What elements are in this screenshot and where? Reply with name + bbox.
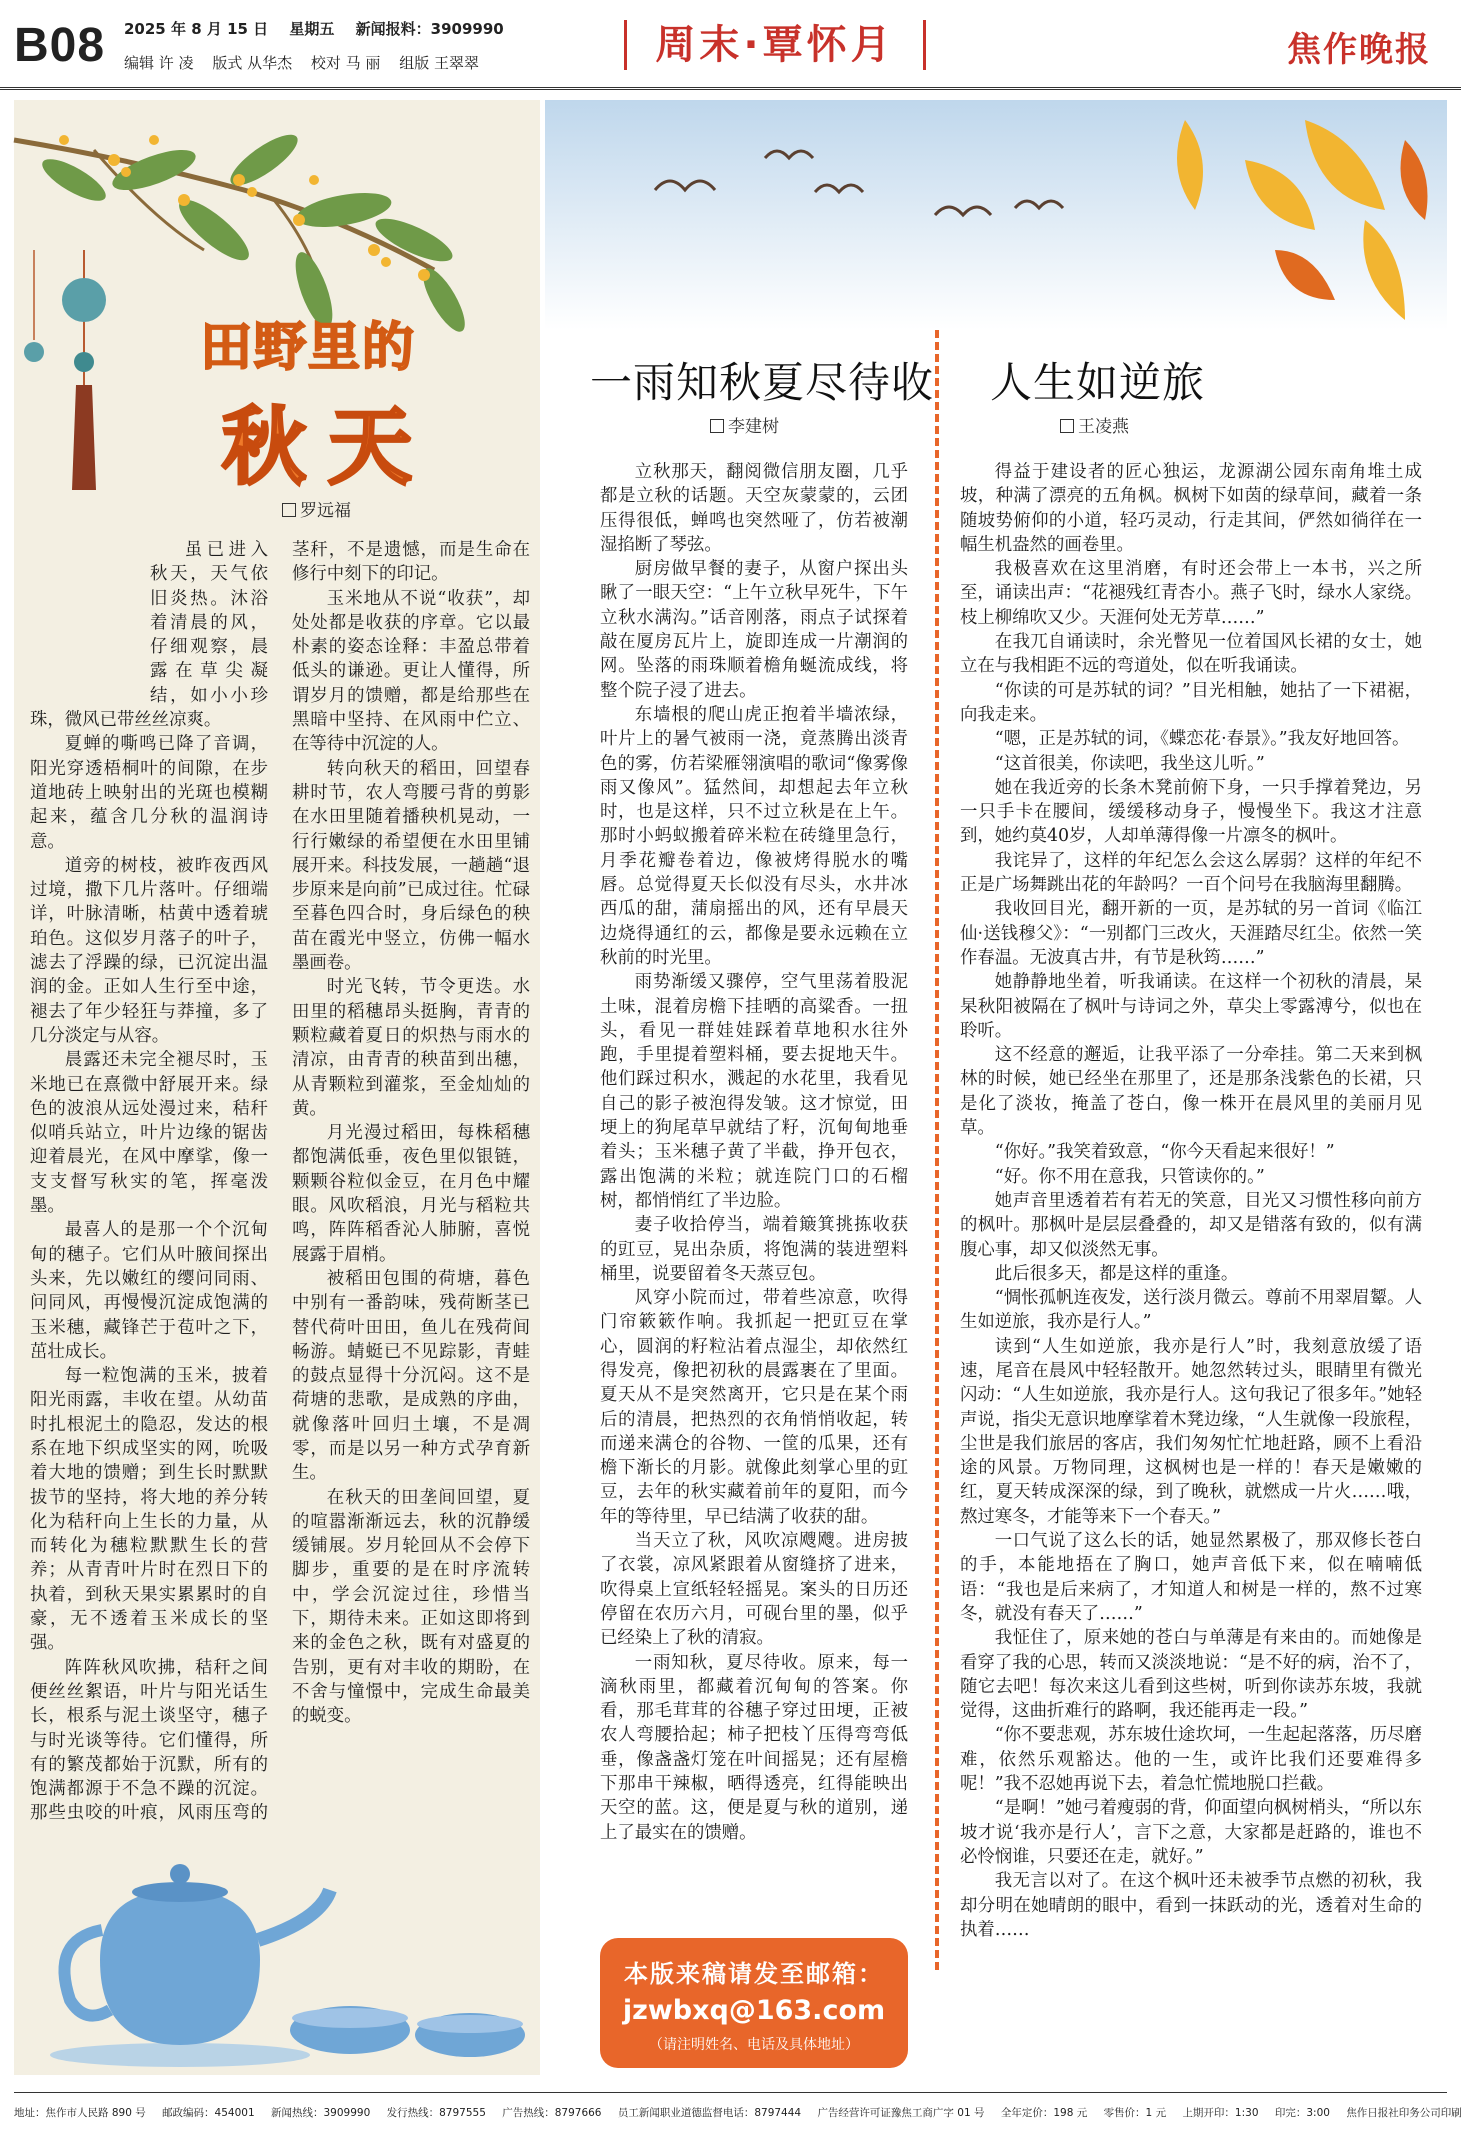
right-article-paragraph: 在我兀自诵读时，余光瞥见一位着国风长裙的女士，她立在与我相距不远的弯道处，似在听我诵读。 bbox=[960, 632, 1422, 677]
middle-article-paragraph: 当天立了秋，风吹凉飕飕。进房披了衣裳，凉风紧跟着从窗缝挤了进来，吹得桌上宣纸轻轻摇晃。案头的日历还停留在农历六月，可砚台里的墨，似乎已经染上了秋的清寂。 bbox=[600, 1531, 908, 1649]
right-article-paragraph: 我无言以对了。在这个枫叶还未被季节点燃的初秋，我却分明在她晴朗的眼中，看到一抹跃动的光，透着对生命的执着…… bbox=[960, 1871, 1422, 1940]
right-article-paragraph: 我收回目光，翻开新的一页，是苏轼的另一首词《临江仙·送钱穆父》：“一别都门三改火，天涯踏尽红尘。依然一笑作春温。无波真古井，有节是秋筠……” bbox=[960, 899, 1422, 968]
middle-article-title: 一雨知秋夏尽待收 bbox=[590, 358, 935, 407]
middle-article-author-name: 李建树 bbox=[728, 417, 779, 437]
footer-item: 广告经营许可证豫焦工商广字 01 号 bbox=[817, 2107, 985, 2119]
middle-article-paragraph: 风穿小院而过，带着些凉意，吹得门帘簌簌作响。我抓起一把豇豆在掌心，圆润的籽粒沾着点湿尘，却依然红得发亮，像把初秋的晨露裹在了里面。夏天从不是突然离开，它只是在某个雨后的清晨，把热烈的衣角悄悄收起，转而递来满仓的谷物、一筐的瓜果，还有檐下渐长的月影。就像此刻掌心里的豇豆，去年的秋实藏着前年的夏阳，而今年的等待里，早已结满了收获的甜。 bbox=[600, 1288, 908, 1527]
right-article-paragraph: 读到“人生如逆旅，我亦是行人”时，我刻意放缓了语速，尾音在晨风中轻轻散开。她忽然转过头，眼睛里有微光闪动：“人生如逆旅，我亦是行人。这句我记了很多年。”她轻声说，指尖无意识地摩挲着木凳边缘，“人生就像一段旅程，尘世是我们旅居的客店，我们匆匆忙忙地赶路，顾不上看沿途的风景。万物同理，这枫树也是一样的！春天是嫩嫩的红，夏天转成深深的绿，到了晚秋，就燃成一片火……哦，熬过寒冬，才能等来下一个春天。” bbox=[960, 1336, 1422, 1527]
footer-item: 邮政编码：454001 bbox=[162, 2107, 255, 2119]
group-edit-credit: 组版 王翠翠 bbox=[399, 54, 479, 72]
issue-weekday: 星期五 bbox=[289, 20, 335, 38]
left-article-paragraph: 最喜人的是那一个个沉甸甸的穗子。它们从叶腋间探出头来，先以嫩红的缨问同雨、问同风，再慢慢沉淀成饱满的玉米穗，藏锋芒于苞叶之下，茁壮成长。 bbox=[30, 1220, 268, 1362]
teapot-illustration bbox=[30, 1830, 540, 2070]
left-article-paragraph: 玉米地从不说“收获”，却处处都是收获的序章。它以最朴素的姿态诠释：丰盈总带着低头的谦逊。更让人懂得，所谓岁月的馈赠，都是给那些在黑暗中坚持、在风雨中伫立、在等待中沉淀的人。 bbox=[292, 588, 530, 755]
footer-item: 员工新闻职业道德监督电话：8797444 bbox=[617, 2107, 802, 2119]
contribution-note: （请注明姓名、电话及具体地址） bbox=[649, 2037, 859, 2053]
author-box-icon bbox=[1060, 419, 1074, 433]
left-article-paragraph: 时光飞转，节令更迭。水田里的稻穗昂头挺胸，青青的颗粒藏着夏日的炽热与雨水的清凉，由青青的秧苗到出穗，从青颗粒到灌浆，至金灿灿的黄。 bbox=[292, 977, 530, 1119]
right-article-paragraph: “你不要悲观，苏东坡仕途坎坷，一生起起落落，历尽磨难，依然乐观豁达。他的一生，或许比我们还要难得多呢！”我不忍她再说下去，着急忙慌地脱口拦截。 bbox=[960, 1725, 1422, 1795]
right-article-paragraph: “这首很美，你读吧，我坐这儿听。” bbox=[994, 753, 1265, 774]
column-divider bbox=[935, 330, 939, 1970]
right-article-paragraph: 她在我近旁的长条木凳前俯下身，一只手撑着凳边，另一只手卡在腰间，缓缓移动身子，慢慢坐下。我这才注意到，她约莫40岁，人却单薄得像一片凛冬的枫叶。 bbox=[960, 777, 1422, 847]
middle-article-paragraph: 妻子收拾停当，端着簸箕挑拣收获的豇豆，晃出杂质，将饱满的装进塑料桶里，说要留着冬天蒸豆包。 bbox=[600, 1215, 908, 1284]
news-hotline: 新闻报料：3909990 bbox=[355, 20, 504, 38]
issue-date: 2025 年 8 月 15 日 bbox=[124, 20, 269, 38]
left-article-paragraph: 在秋天的田垄间回望，夏的喧嚣渐渐远去，秋的沉静缓缓铺展。岁月轮回从不会停下脚步，重要的是在时序流转中，学会沉淀过往，珍惜当下，期待未来。正如这即将到来的金色之秋，既有对盛夏的告别，更有对丰收的期盼，在不舍与憧憬中，完成生命最美的蜕变。 bbox=[292, 1487, 530, 1727]
footer-item: 广告热线：8797666 bbox=[502, 2107, 602, 2119]
contribution-email[interactable]: jzwbxq@163.com bbox=[622, 1995, 886, 2026]
masthead bbox=[0, 0, 1461, 90]
right-article-paragraph: 我诧异了，这样的年纪怎么会这么孱弱？这样的年纪不正是广场舞跳出花的年龄吗？一百个问号在我脑海里翻腾。 bbox=[960, 850, 1422, 896]
right-article-paragraph: “好。你不用在意我，只管读你的。” bbox=[994, 1166, 1265, 1187]
footer-item: 地址：焦作市人民路 890 号 bbox=[14, 2107, 146, 2119]
left-article-paragraph: 阵阵秋风吹拂，秸秆之间便丝丝絮语，叶片与阳光话生长，根系与泥土谈坚守，穗子与时光谈等待。它们懂得，所有的繁茂都始于沉默，所有的饱满都源于不急不躁的沉淀。那些虫咬的叶痕，风雨压弯的茎秆，不是遗憾，而是生命在修行中刻下的印记。 bbox=[30, 540, 530, 1824]
middle-article-paragraph: 厨房做早餐的妻子，从窗户探出头瞅了一眼天空：“上午立秋早死牛，下午立秋水满沟。”话音刚落，雨点子试探着敲在厦房瓦片上，旋即连成一片潮润的网。坠落的雨珠顺着檐角蜒流成线，将整个院子浸了进去。 bbox=[600, 559, 908, 701]
left-article-paragraph: 晨露还未完全褪尽时，玉米地已在熹微中舒展开来。绿色的波浪从远处漫过来，秸秆似哨兵站立，叶片边缘的锯齿迎着晨光，在风中摩挲，像一支支督写秋实的笔，挥毫泼墨。 bbox=[30, 1050, 268, 1217]
right-article-body bbox=[960, 460, 1422, 2085]
issue-info bbox=[124, 18, 520, 39]
footer-item: 上期开印：1:30 bbox=[1182, 2107, 1259, 2119]
footer-item: 全年定价：198 元 bbox=[1000, 2107, 1088, 2119]
right-article-paragraph: “你好。”我笑着致意，“你今天看起来很好！” bbox=[994, 1142, 1335, 1163]
middle-article-author bbox=[710, 412, 779, 437]
section-title-text: 周末·覃怀月 bbox=[655, 22, 895, 68]
right-article-paragraph: 她静静地坐着，听我诵读。在这样一个初秋的清晨，杲杲秋阳被隔在了枫叶与诗词之外，草尖上零露溥兮，似也在聆听。 bbox=[960, 972, 1422, 1041]
layout-credit: 版式 从华杰 bbox=[212, 54, 293, 72]
left-article-paragraph: 每一粒饱满的玉米，披着阳光雨露，丰收在望。从幼苗时扎根泥土的隐忍，发达的根系在地下织成坚实的网，吮吸着大地的馈赠；到生长时默默拔节的坚持，将大地的养分转化为秸秆向上生长的力量，从而转化为穗粒默默生长的营养；从青青叶片时在烈日下的执着，到秋天果实累累时的自豪，无不透着玉米成长的坚强。 bbox=[30, 1366, 268, 1654]
right-article-paragraph: “是啊！”她弓着瘦弱的背，仰面望向枫树梢头，“所以东坡才说‘我亦是行人’，言下之意，大家都是赶路的，谁也不必怜悯谁，只要还在走，就好。” bbox=[960, 1798, 1422, 1867]
right-article-paragraph: “嗯，正是苏轼的词，《蝶恋花·春景》。”我友好地回答。 bbox=[994, 729, 1410, 750]
middle-article-paragraph: 立秋那天，翻阅微信朋友圈，几乎都是立秋的话题。天空灰蒙蒙的，云团压得很低，蝉鸣也突然哑了，仿若被潮湿掐断了琴弦。 bbox=[600, 462, 908, 555]
footer-item: 印完：3:00 bbox=[1274, 2107, 1330, 2119]
right-article-paragraph: 我怔住了，原来她的苍白与单薄是有来由的。而她像是看穿了我的心思，转而又淡淡地说：“是不好的病，治不了，随它去吧！每次来这儿看到这些树，听到你读苏东坡，我就觉得，这曲折难行的路啊，我还能再走一段。” bbox=[960, 1628, 1422, 1722]
middle-article-body bbox=[600, 460, 908, 1925]
right-article-paragraph: 这不经意的邂逅，让我平添了一分牵挂。第二天来到枫林的时候，她已经坐在那里了，还是那条浅紫色的长裙，只是化了淡妆，掩盖了苍白，像一株开在晨风里的美丽月见草。 bbox=[960, 1045, 1422, 1139]
right-article-paragraph: 我极喜欢在这里消磨，有时还会带上一本书，兴之所至，诵读出声：“花褪残红青杏小。燕子飞时，绿水人家绕。枝上柳绵吹又少。天涯何处无芳草……” bbox=[960, 559, 1422, 628]
page-number: B08 bbox=[14, 19, 106, 72]
tassel-space bbox=[30, 538, 150, 684]
middle-article-paragraph: 雨势渐缓又骤停，空气里荡着股泥土味，混着房檐下挂晒的高粱香。一扭头，看见一群娃娃踩着草地积水往外跑，手里提着塑料桶，要去捉地天牛。他们踩过积水，溅起的水花里，我看见自己的影子被泡得发皱。这才惊觉，田埂上的狗尾草早就结了籽，沉甸甸地垂着头；玉米穗子黄了半截，挣开包衣，露出饱满的米粒；就连院门口的石榴树，都悄悄红了半边脸。 bbox=[600, 972, 908, 1211]
footer-item: 焦作日报社印务公司印刷 bbox=[1346, 2107, 1462, 2119]
right-article-paragraph: 此后很多天，都是这样的重逢。 bbox=[994, 1263, 1239, 1284]
left-article-paragraph: 虽已进入秋天，天气依旧炎热。沐浴着清晨的风，仔细观察，晨露在草尖凝结，如小小珍珠，微风已带丝丝凉爽。 bbox=[30, 540, 268, 731]
middle-article-paragraph: 东墙根的爬山虎正抱着半墙浓绿，叶片上的暑气被雨一浇，竟蒸腾出淡青色的雾，仿若梁雁翎演唱的歌词“像雾像雨又像风”。猛然间，却想起去年立秋时，也是这样，只不过立秋是在上午。那时小蚂蚁搬着碎米粒在砖缝里急行，月季花瓣卷着边，像被烤得脱水的嘴唇。总觉得夏天长似没有尽头，水井冰西瓜的甜，蒲扇摇出的风，还有早晨天边烧得通红的云，都像是要永远赖在立秋前的时光里。 bbox=[600, 704, 908, 968]
middle-article-paragraph: 一雨知秋，夏尽待收。原来，每一滴秋雨里，都藏着沉甸甸的答案。你看，那毛茸茸的谷穗子穿过田埂，正被农人弯腰拾起；柿子把枝丫压得弯弯低垂，像盏盏灯笼在叶间摇晃；还有屋檐下那串干辣椒，晒得透亮，红得能映出天空的蓝。这，便是夏与秋的道别，递上了最实在的馈赠。 bbox=[600, 1652, 908, 1843]
page-footer bbox=[14, 2092, 1462, 2132]
right-article-author bbox=[1060, 412, 1129, 437]
right-article-paragraph: 她声音里透着若有若无的笑意，目光又习惯性移向前方的枫叶。那枫叶是层层叠叠的，却又是错落有致的，似有满腹心事，却又似淡然无事。 bbox=[960, 1190, 1422, 1260]
left-article-paragraph: 道旁的树枝，被昨夜西风过境，撒下几片落叶。仔细端详，叶脉清晰，枯黄中透着琥珀色。这似岁月落子的叶子，滤去了浮躁的绿，已沉淀出温润的金。正如人生行至中途，褪去了年少轻狂与莽撞，多了几分淡定与从容。 bbox=[30, 855, 268, 1046]
author-box-icon bbox=[710, 419, 724, 433]
autumn-sky-illustration bbox=[545, 100, 1447, 330]
right-article-author-name: 王凌燕 bbox=[1078, 417, 1129, 437]
editors-info bbox=[124, 52, 493, 73]
contribution-heading: 本版来稿请发至邮箱： bbox=[624, 1960, 884, 1988]
left-article-paragraph: 月光漫过稻田，每株稻穗都饱满低垂，夜色里似银链，颗颗谷粒似金豆，在月色中耀眼。风吹稻浪，月光与稻粒共鸣，阵阵稻香沁人肺腑，喜悦展露于眉梢。 bbox=[292, 1123, 530, 1265]
section-title bbox=[620, 16, 930, 74]
left-article-paragraph: 被稻田包围的荷塘，暮色中别有一番韵味，残荷断茎已替代荷叶田田，鱼儿在残荷间畅游。蜻蜓已不见踪影，青蛙的鼓点显得十分沉闷。这不是荷塘的悲歌，是成熟的序曲，就像落叶回归土壤，不是凋零，而是以另一种方式孕育新生。 bbox=[292, 1268, 530, 1484]
left-article-body bbox=[30, 538, 530, 1858]
editor-credit: 编辑 许 凌 bbox=[124, 54, 194, 72]
author-box-icon bbox=[282, 503, 296, 517]
right-article-title: 人生如逆旅 bbox=[990, 358, 1206, 407]
right-article-paragraph: 得益于建设者的匠心独运，龙源湖公园东南角堆土成坡，种满了漂亮的五角枫。枫树下如茵的绿草间，藏着一条随坡势俯仰的小道，轻巧灵动，行走其间，俨然如徜徉在一幅生机盎然的画卷里。 bbox=[960, 462, 1422, 555]
right-article-paragraph: “惆怅孤帆连夜发，送行淡月微云。尊前不用翠眉颦。人生如逆旅，我亦是行人。” bbox=[960, 1288, 1422, 1333]
footer-item: 零售价：1 元 bbox=[1103, 2107, 1167, 2119]
left-article-title-line1: 田野里的 bbox=[200, 318, 417, 378]
proofread-credit: 校对 马 丽 bbox=[310, 54, 381, 72]
right-article-paragraph: 一口气说了这么长的话，她显然累极了，那双修长苍白的手，本能地捂在了胸口，她声音低下来，似在喃喃低语：“我也是后来病了，才知道人和树是一样的，熬不过寒冬，就没有春天了……” bbox=[960, 1531, 1422, 1624]
right-article-paragraph: “你读的可是苏轼的词？”目光相触，她拈了一下裙裾，向我走来。 bbox=[960, 680, 1422, 725]
footer-item: 新闻热线：3909990 bbox=[271, 2107, 371, 2119]
paper-logo: 焦作晚报 bbox=[1287, 30, 1431, 70]
left-article-paragraph: 夏蝉的嘶鸣已降了音调，阳光穿透梧桐叶的间隙，在步道地砖上映射出的光斑也模糊起来，蕴含几分秋的温润诗意。 bbox=[30, 734, 268, 852]
left-article-author-name: 罗远福 bbox=[300, 501, 351, 521]
contribution-box bbox=[600, 1938, 908, 2068]
left-article-author bbox=[282, 496, 351, 521]
left-article-title-line2: 秋天 bbox=[222, 398, 435, 496]
left-article-paragraph: 转向秋天的稻田，回望春耕时节，农人弯腰弓背的剪影在水田里随着播秧机晃动，一行行嫩绿的希望便在水田里铺展开来。科技发展，一趟趟“退步原来是向前”已成过往。忙碌至暮色四合时，身后绿色的秧苗在霞光中竖立，仿佛一幅水墨画卷。 bbox=[292, 758, 530, 974]
footer-item: 发行热线：8797555 bbox=[386, 2107, 486, 2119]
